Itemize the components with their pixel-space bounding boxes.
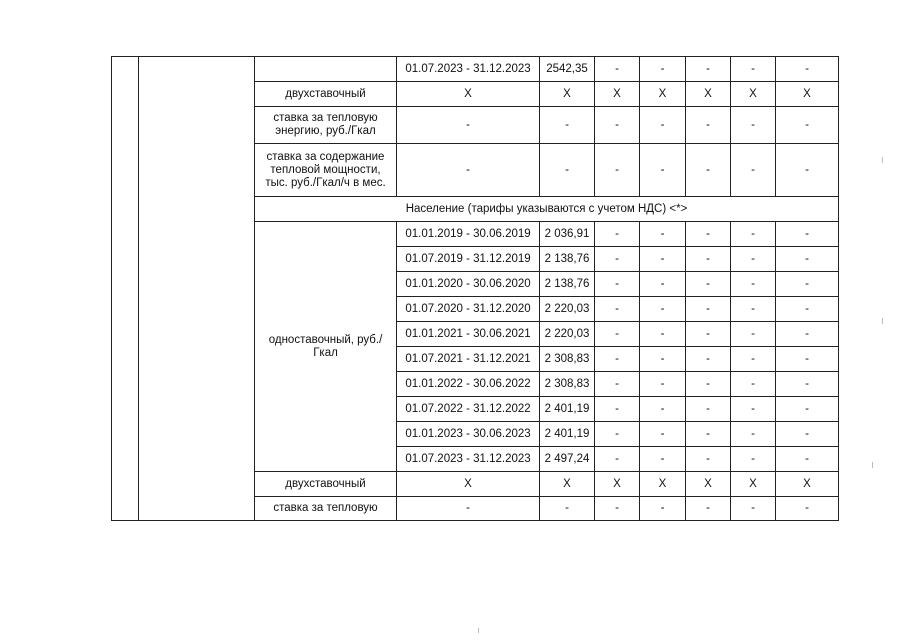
value-cell: - <box>640 247 686 272</box>
value-cell: - <box>595 222 640 247</box>
value-cell: X <box>640 472 686 497</box>
value-cell: - <box>595 397 640 422</box>
section-title: Население (тарифы указываются с учетом НДС) <*> <box>255 197 839 222</box>
value-cell: - <box>776 57 839 82</box>
value-cell: - <box>776 447 839 472</box>
value-cell: - <box>640 222 686 247</box>
value-cell: - <box>595 247 640 272</box>
value-cell: - <box>640 422 686 447</box>
value-cell: - <box>686 322 731 347</box>
value-cell: - <box>776 497 839 521</box>
period-cell: 01.07.2019 - 31.12.2019 <box>397 247 540 272</box>
value-cell: - <box>640 397 686 422</box>
tariff-value-cell: 2 308,83 <box>540 347 595 372</box>
capacity-rate-label: ставка за содержание тепловой мощности, тыс. руб./Гкал/ч в мес. <box>255 144 397 197</box>
value-cell: - <box>776 247 839 272</box>
value-cell: - <box>731 272 776 297</box>
value-cell: - <box>595 372 640 397</box>
value-cell: - <box>731 57 776 82</box>
value-cell: - <box>595 322 640 347</box>
value-cell: - <box>595 107 640 144</box>
tariff-value-cell: 2 138,76 <box>540 272 595 297</box>
value-cell: X <box>776 82 839 107</box>
value-cell: - <box>686 447 731 472</box>
value-cell: - <box>776 422 839 447</box>
value-cell: - <box>686 422 731 447</box>
value-cell: - <box>776 297 839 322</box>
value-cell: - <box>776 272 839 297</box>
value-cell: X <box>686 472 731 497</box>
period-cell: 01.01.2020 - 30.06.2020 <box>397 272 540 297</box>
value-cell: - <box>640 144 686 197</box>
value-cell: - <box>595 497 640 521</box>
period-cell: 01.07.2021 - 31.12.2021 <box>397 347 540 372</box>
value-cell: - <box>731 347 776 372</box>
value-cell: - <box>640 107 686 144</box>
value-cell: X <box>595 472 640 497</box>
one-part-label: одноставочный, руб./Гкал <box>255 222 397 472</box>
value-cell: - <box>731 397 776 422</box>
value-cell: - <box>776 107 839 144</box>
value-cell: - <box>731 497 776 521</box>
value-cell: - <box>640 322 686 347</box>
tariff-value-cell: - <box>540 107 595 144</box>
value-cell: - <box>640 297 686 322</box>
tariff-value-cell: 2 036,91 <box>540 222 595 247</box>
energy-rate-label: ставка за тепловую <box>255 497 397 521</box>
value-cell: - <box>595 272 640 297</box>
period-cell: 01.07.2023 - 31.12.2023 <box>397 447 540 472</box>
period-cell: - <box>397 144 540 197</box>
value-cell: - <box>731 322 776 347</box>
value-cell: - <box>776 397 839 422</box>
value-cell: - <box>686 272 731 297</box>
period-cell: 01.01.2019 - 30.06.2019 <box>397 222 540 247</box>
energy-rate-label: ставка за тепловую энергию, руб./Гкал <box>255 107 397 144</box>
tariff-table <box>111 56 839 521</box>
value-cell: - <box>595 422 640 447</box>
value-cell: - <box>595 347 640 372</box>
two-part-label: двухставочный <box>255 82 397 107</box>
value-cell: - <box>686 107 731 144</box>
value-cell: - <box>731 247 776 272</box>
value-cell: - <box>686 222 731 247</box>
period-cell: 01.01.2023 - 30.06.2023 <box>397 422 540 447</box>
value-cell: - <box>686 347 731 372</box>
value-cell: - <box>640 497 686 521</box>
value-cell: - <box>686 57 731 82</box>
value-cell: - <box>731 372 776 397</box>
table-row <box>112 57 839 82</box>
value-cell: - <box>595 447 640 472</box>
scan-mark <box>882 157 883 163</box>
value-cell: - <box>776 322 839 347</box>
tariff-value-cell: 2 401,19 <box>540 422 595 447</box>
value-cell: X <box>731 472 776 497</box>
value-cell: - <box>686 297 731 322</box>
value-cell: - <box>776 144 839 197</box>
period-cell: - <box>397 107 540 144</box>
value-cell: X <box>640 82 686 107</box>
number-cell <box>112 57 139 521</box>
value-cell: X <box>595 82 640 107</box>
tariff-value-cell: 2542,35 <box>540 57 595 82</box>
tariff-value-cell: X <box>540 82 595 107</box>
value-cell: - <box>640 57 686 82</box>
value-cell: - <box>731 222 776 247</box>
value-cell: X <box>731 82 776 107</box>
value-cell: X <box>776 472 839 497</box>
organization-cell <box>139 57 255 521</box>
period-cell: 01.07.2022 - 31.12.2022 <box>397 397 540 422</box>
period-cell: - <box>397 497 540 521</box>
value-cell: - <box>776 222 839 247</box>
value-cell: - <box>686 497 731 521</box>
value-cell: - <box>776 372 839 397</box>
value-cell: - <box>640 272 686 297</box>
scan-mark <box>882 318 883 324</box>
value-cell: - <box>595 57 640 82</box>
value-cell: - <box>595 144 640 197</box>
tariff-value-cell: 2 220,03 <box>540 322 595 347</box>
value-cell: - <box>731 447 776 472</box>
period-cell: X <box>397 82 540 107</box>
tariff-value-cell: X <box>540 472 595 497</box>
value-cell: - <box>640 347 686 372</box>
value-cell: - <box>731 422 776 447</box>
label-cell <box>255 57 397 82</box>
value-cell: - <box>731 144 776 197</box>
value-cell: - <box>595 297 640 322</box>
scan-mark <box>478 628 479 633</box>
value-cell: - <box>686 372 731 397</box>
value-cell: - <box>686 397 731 422</box>
tariff-value-cell: - <box>540 144 595 197</box>
tariff-value-cell: 2 401,19 <box>540 397 595 422</box>
period-cell: 01.01.2022 - 30.06.2022 <box>397 372 540 397</box>
period-cell: X <box>397 472 540 497</box>
value-cell: - <box>776 347 839 372</box>
tariff-value-cell: 2 138,76 <box>540 247 595 272</box>
period-cell: 01.01.2021 - 30.06.2021 <box>397 322 540 347</box>
period-cell: 01.07.2020 - 31.12.2020 <box>397 297 540 322</box>
tariff-value-cell: 2 220,03 <box>540 297 595 322</box>
two-part-label: двухставочный <box>255 472 397 497</box>
value-cell: X <box>686 82 731 107</box>
tariff-value-cell: - <box>540 497 595 521</box>
value-cell: - <box>686 247 731 272</box>
value-cell: - <box>731 297 776 322</box>
tariff-value-cell: 2 497,24 <box>540 447 595 472</box>
value-cell: - <box>640 447 686 472</box>
value-cell: - <box>686 144 731 197</box>
tariff-value-cell: 2 308,83 <box>540 372 595 397</box>
value-cell: - <box>731 107 776 144</box>
value-cell: - <box>640 372 686 397</box>
scan-mark <box>872 462 873 468</box>
period-cell: 01.07.2023 - 31.12.2023 <box>397 57 540 82</box>
